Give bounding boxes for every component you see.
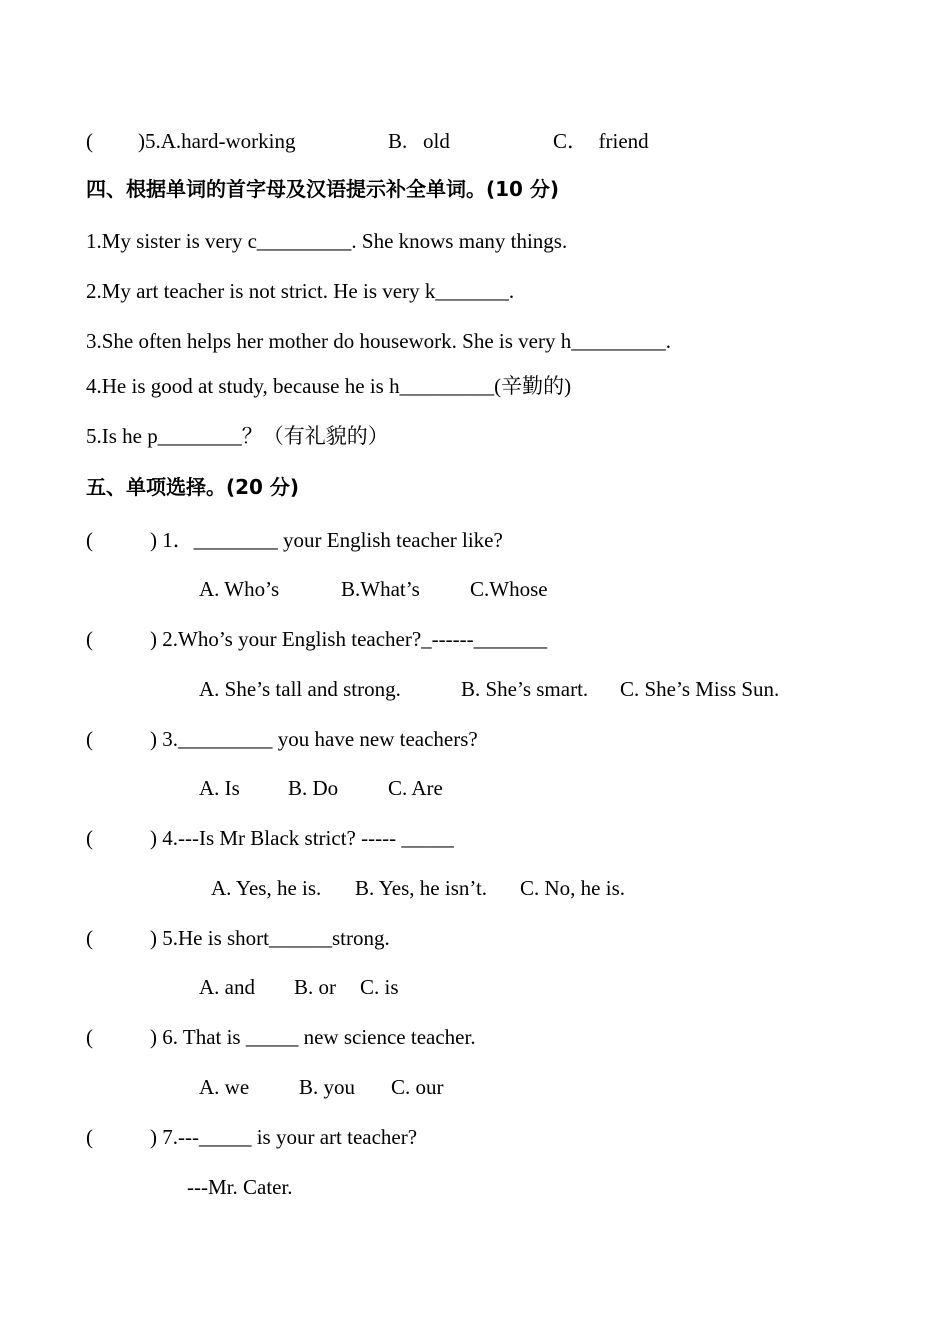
q4-option-b: B. Yes, he isn’t.	[355, 876, 488, 900]
prev-question-option-c: C． friend	[553, 129, 649, 153]
q2-option-b: B. She’s smart.	[461, 677, 589, 701]
q5-option-c: C. is	[360, 975, 399, 999]
prev-question-option-b: B. old	[388, 129, 450, 153]
q5-paren: (	[86, 926, 93, 950]
q4-stem: ) 4.---Is Mr Black strict? ----- _____	[150, 826, 454, 850]
q2-option-c: C. She’s Miss Sun.	[620, 677, 780, 701]
section4-item-5: 5.Is he p________？（有礼貌的）	[86, 424, 389, 448]
q1-option-a: A. Who’s	[199, 577, 280, 601]
q5-stem: ) 5.He is short______strong.	[150, 926, 390, 950]
section5-heading: 五、单项选择。(20 分)	[86, 475, 300, 499]
q3-option-a: A. Is	[199, 776, 240, 800]
q1-option-b: B.What’s	[341, 577, 420, 601]
section4-item-2: 2.My art teacher is not strict. He is very k_______.	[86, 279, 515, 303]
q6-option-c: C. our	[391, 1075, 444, 1099]
q1-option-c: C.Whose	[470, 577, 548, 601]
q2-option-a: A. She’s tall and strong.	[199, 677, 401, 701]
q2-stem: ) 2.Who’s your English teacher?_------_______	[150, 627, 548, 651]
q7-answer: ---Mr. Cater.	[187, 1175, 293, 1199]
q3-option-b: B. Do	[288, 776, 339, 800]
prev-question-paren: (	[86, 129, 93, 153]
q4-option-a: A. Yes, he is.	[211, 876, 322, 900]
q6-stem: ) 6. That is _____ new science teacher.	[150, 1025, 476, 1049]
q4-option-c: C. No, he is.	[520, 876, 625, 900]
q5-option-b: B. or	[294, 975, 336, 999]
q1-paren: (	[86, 528, 93, 552]
q3-stem: ) 3._________ you have new teachers?	[150, 727, 478, 751]
q6-option-a: A. we	[199, 1075, 250, 1099]
q3-option-c: C. Are	[388, 776, 443, 800]
q2-paren: (	[86, 627, 93, 651]
section4-heading: 四、根据单词的首字母及汉语提示补全单词。(10 分)	[86, 177, 560, 201]
q3-paren: (	[86, 727, 93, 751]
q4-paren: (	[86, 826, 93, 850]
prev-question-stem: )5.A.hard-working	[138, 129, 296, 153]
q7-paren: (	[86, 1125, 93, 1149]
q6-paren: (	[86, 1025, 93, 1049]
q6-option-b: B. you	[299, 1075, 356, 1099]
section4-item-1: 1.My sister is very c_________. She knows many things.	[86, 229, 568, 253]
q5-option-a: A. and	[199, 975, 255, 999]
section4-item-3: 3.She often helps her mother do housework. She is very h_________.	[86, 329, 671, 353]
q7-stem: ) 7.---_____ is your art teacher?	[150, 1125, 418, 1149]
q1-stem: ) 1．________ your English teacher like?	[150, 528, 503, 552]
section4-item-4: 4.He is good at study, because he is h_________(辛勤的)	[86, 374, 572, 398]
